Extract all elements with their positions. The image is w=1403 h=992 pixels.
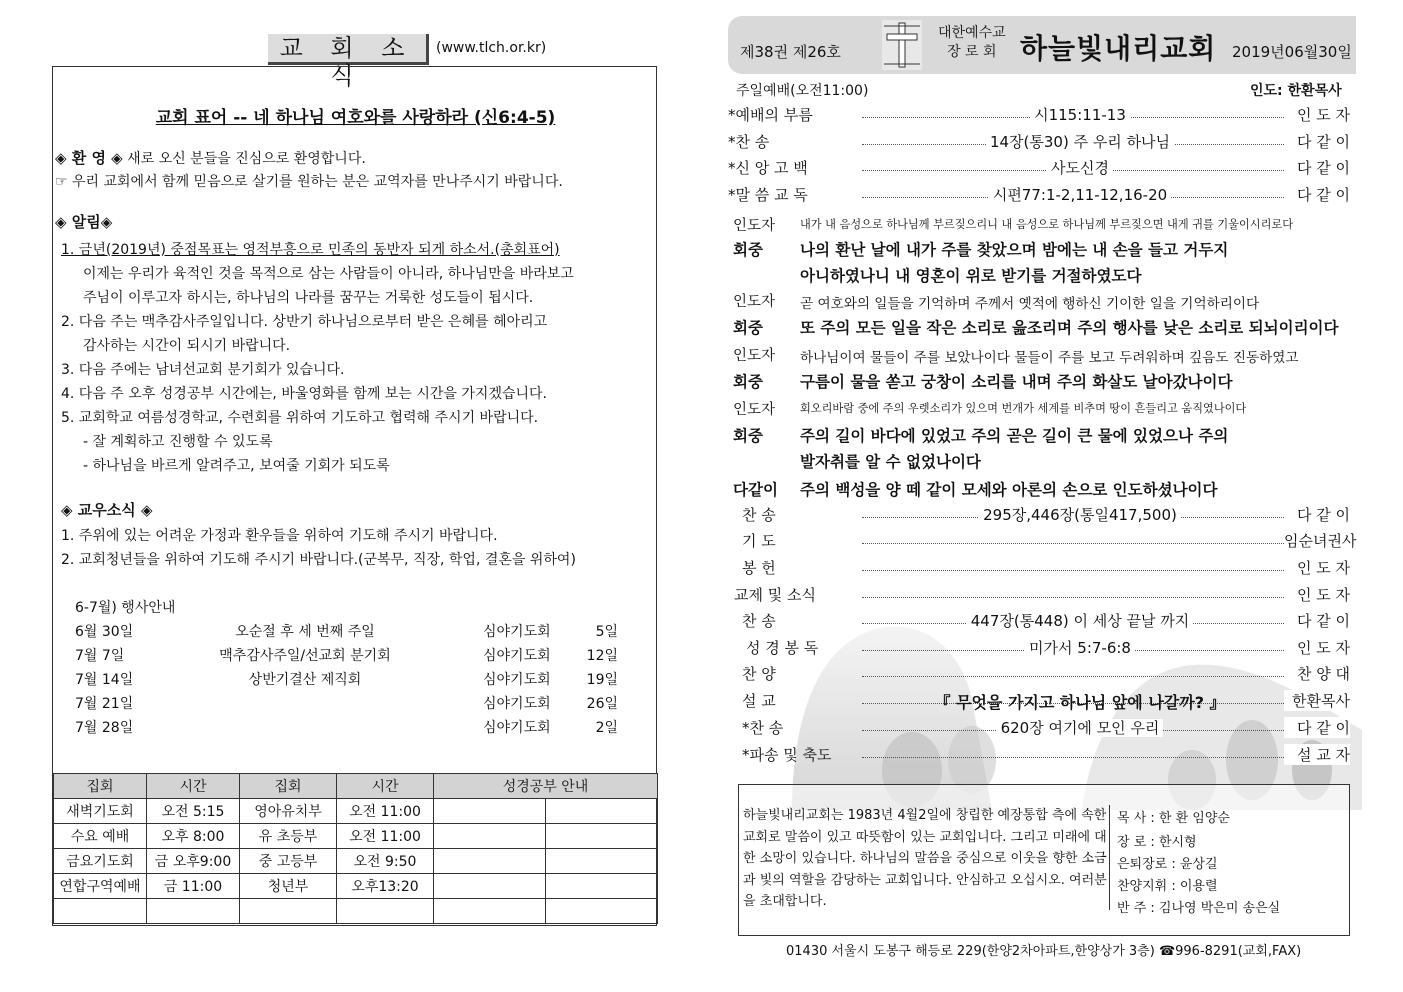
notice-heading: ◈ 알림◈ bbox=[55, 213, 113, 231]
order-dots bbox=[862, 597, 1286, 598]
order-who: 임순녀권사 bbox=[1284, 532, 1357, 550]
table-cell: 중 고등부 bbox=[240, 849, 337, 874]
church-motto: 교회 표어 -- 네 하나님 여호와를 사랑하라 (신6:4-5) bbox=[155, 108, 556, 128]
bulletin-date: 2019년06월30일 bbox=[1232, 43, 1352, 61]
order-content-text: 620장 여기에 모인 우리 bbox=[997, 719, 1164, 737]
order-item: 봉 헌 bbox=[742, 559, 776, 577]
schedule-day: 5일 bbox=[595, 624, 618, 640]
order-content bbox=[870, 504, 1290, 525]
order-who: 다 같 이 bbox=[1284, 610, 1350, 631]
study-cell-empty bbox=[545, 824, 657, 849]
website-url[interactable]: (www.tlch.or.kr) bbox=[436, 40, 547, 56]
order-item: *찬 송 bbox=[728, 132, 770, 151]
order-item: *말 씀 교 독 bbox=[728, 186, 808, 205]
study-cell-empty bbox=[434, 899, 546, 924]
denomination-line: 장 로 회 bbox=[947, 44, 997, 60]
schedule-event: 상반기결산 제직회 bbox=[248, 672, 362, 688]
order-item: *신 앙 고 백 bbox=[728, 159, 808, 178]
staff-line: 반 주 : 김나영 박은미 송은실 bbox=[1117, 901, 1281, 916]
responsive-text: 곧 여호와의 일들을 기억하며 주께서 옛적에 행하신 기이한 일을 기억하리이다 bbox=[800, 296, 1260, 312]
table-cell: 오전 9:50 bbox=[337, 849, 434, 874]
table-cell: 금요기도회 bbox=[54, 849, 147, 874]
order-item: 성 경 봉 독 bbox=[746, 639, 819, 657]
schedule-date: 7월 7일 bbox=[75, 648, 125, 664]
schedule-prayer: 심야기도회 bbox=[483, 720, 551, 736]
welcome-note: ☞ 우리 교회에서 함께 믿음으로 살기를 원하는 분은 교역자를 만나주시기 바랍니다. bbox=[55, 174, 563, 190]
order-who: 다 같 이 bbox=[1284, 157, 1350, 178]
order-content-text: 295장,446장(통일417,500) bbox=[979, 506, 1181, 524]
ministry-item: 1. 주위에 있는 어려운 가정과 환우들을 위하여 기도해 주시기 바랍니다. bbox=[61, 528, 498, 544]
order-item: 찬 송 bbox=[742, 612, 776, 630]
table-cell: 금 11:00 bbox=[147, 874, 240, 899]
order-content bbox=[870, 131, 1290, 152]
table-row bbox=[54, 799, 658, 824]
study-cell-empty bbox=[434, 874, 546, 899]
responsive-text: 나의 환난 날에 내가 주를 찾았으며 밤에는 내 손을 들고 거두지 bbox=[800, 241, 1229, 259]
study-cell-empty bbox=[434, 849, 546, 874]
order-who: 인 도 자 bbox=[1284, 104, 1350, 125]
responsive-role: 인도자 bbox=[733, 218, 776, 234]
order-who: 다 같 이 bbox=[1284, 717, 1350, 738]
order-item: 교제 및 소식 bbox=[734, 586, 816, 604]
order-item: *예배의 부름 bbox=[728, 106, 813, 124]
order-dots bbox=[862, 757, 1286, 758]
responsive-text: 또 주의 모든 일을 작은 소리로 읊조리며 주의 행사를 낮은 소리로 되뇌이리이다 bbox=[800, 319, 1339, 337]
table-cell bbox=[240, 899, 337, 924]
table-row bbox=[54, 874, 658, 899]
order-dots bbox=[862, 676, 1286, 677]
notice-item: 2. 다음 주는 맥추감사주일입니다. 상반기 하나님으로부터 받은 은혜를 헤아리고 bbox=[61, 314, 548, 330]
schedule-day: 2일 bbox=[595, 720, 618, 736]
order-who: 한환목사 bbox=[1284, 690, 1350, 711]
order-content-text: 『 무엇을 가지고 하나님 앞에 나갈까? 』 bbox=[934, 693, 1226, 712]
order-who: 인 도 자 bbox=[1284, 557, 1350, 578]
responsive-role: 회중 bbox=[733, 373, 763, 391]
notice-item: 4. 다음 주 오후 성경공부 시간에는, 바울영화를 함께 보는 시간을 가지겠습니다. bbox=[61, 386, 548, 402]
church-name: 하늘빛내리교회 bbox=[1020, 32, 1217, 65]
order-item: *파송 및 축도 bbox=[742, 746, 832, 764]
order-content-text: 447장(통448) 이 세상 끝날 까지 bbox=[967, 612, 1193, 630]
study-cell-empty bbox=[434, 799, 546, 824]
table-cell: 연합구역예배 bbox=[54, 874, 147, 899]
table-cell: 오후 8:00 bbox=[147, 824, 240, 849]
info-divider bbox=[1109, 805, 1110, 910]
responsive-role: 인도자 bbox=[733, 348, 776, 364]
order-content-text: 미가서 5:7-6:8 bbox=[1025, 639, 1135, 657]
responsive-text: 아니하였나니 내 영혼이 위로 받기를 거절하였도다 bbox=[800, 267, 1142, 285]
order-content bbox=[870, 717, 1290, 738]
table-header: 성경공부 안내 bbox=[434, 774, 658, 799]
table-header-row bbox=[54, 774, 658, 799]
order-who: 다 같 이 bbox=[1284, 504, 1350, 525]
notice-item: 주님이 이루고자 하시는, 하나님의 나라를 꿈꾸는 거룩한 성도들이 됩시다. bbox=[83, 290, 534, 306]
cross-logo-icon bbox=[882, 20, 922, 70]
study-cell-empty bbox=[545, 799, 657, 824]
staff-line: 은퇴장로 : 윤상길 bbox=[1117, 857, 1218, 872]
table-cell: 영아유치부 bbox=[240, 799, 337, 824]
notice-item: - 잘 계획하고 진행할 수 있도록 bbox=[83, 434, 273, 450]
service-table bbox=[53, 773, 658, 924]
order-content bbox=[870, 184, 1290, 205]
schedule-prayer: 심야기도회 bbox=[483, 696, 551, 712]
responsive-role: 회중 bbox=[733, 319, 763, 337]
church-intro: 하늘빛내리교회는 1983년 4월2일에 창립한 예장통합 측에 속한 교회로 말씀이 있고 따뜻함이 있는 교회입니다. 그리고 미래에 대한 소망이 있습니다. 하나님의 말씀을 중심으로 이웃을 향한 소금과 빛의 역할을 감당하는 교회입니다. 안심하고 오십시오. 여러분을 초대합니다. bbox=[743, 808, 1107, 909]
staff-line: 목 사 : 한 환 임양순 bbox=[1117, 811, 1230, 826]
service-leader: 인도: 한환목사 bbox=[1250, 83, 1342, 99]
table-cell: 수요 예배 bbox=[54, 824, 147, 849]
order-content bbox=[870, 157, 1290, 178]
responsive-role: 다같이 bbox=[733, 481, 778, 499]
table-cell: 청년부 bbox=[240, 874, 337, 899]
schedule-day: 19일 bbox=[586, 672, 618, 688]
table-cell: 금 오후9:00 bbox=[147, 849, 240, 874]
responsive-text: 하나님이여 물들이 주를 보았나이다 물들이 주를 보고 두려워하며 깊음도 진동하였고 bbox=[800, 350, 1299, 366]
schedule-date: 6월 30일 bbox=[75, 624, 134, 640]
welcome-section bbox=[55, 147, 366, 168]
order-dots bbox=[862, 543, 1286, 544]
denomination-line: 대한예수교 bbox=[938, 25, 1006, 41]
table-header: 시간 bbox=[147, 774, 240, 799]
order-who: 인 도 자 bbox=[1284, 637, 1350, 658]
order-who: 찬 양 대 bbox=[1284, 663, 1350, 684]
notice-item: 이제는 우리가 육적인 것을 목적으로 삼는 사람들이 아니라, 하나님만을 바라보고 bbox=[83, 266, 574, 282]
schedule-day: 12일 bbox=[586, 648, 618, 664]
ministry-heading: ◈ 교우소식 ◈ bbox=[61, 501, 153, 519]
welcome-heading: ◈ 환 영 ◈ bbox=[55, 149, 123, 167]
order-item: 찬 송 bbox=[742, 506, 776, 524]
responsive-role: 인도자 bbox=[733, 402, 776, 418]
table-row bbox=[54, 849, 658, 874]
order-who: 다 같 이 bbox=[1284, 184, 1350, 205]
table-header: 집회 bbox=[54, 774, 147, 799]
volume-number: 제38권 제26호 bbox=[740, 43, 841, 61]
news-title: 교 회 소 식 bbox=[268, 34, 429, 65]
welcome-text: 새로 오신 분들을 진심으로 환영합니다. bbox=[127, 151, 366, 167]
table-row bbox=[54, 899, 658, 924]
schedule-date: 7월 21일 bbox=[75, 696, 134, 712]
order-item: 찬 양 bbox=[742, 665, 776, 683]
responsive-role: 인도자 bbox=[733, 294, 776, 310]
ministry-item: 2. 교회청년들을 위하여 기도해 주시기 바랍니다.(군복무, 직장, 학업, 결혼을 위하여) bbox=[61, 552, 576, 568]
schedule-event: 오순절 후 세 번째 주일 bbox=[235, 624, 375, 640]
responsive-text: 주의 길이 바다에 있었고 주의 곧은 길이 큰 물에 있었으나 주의 bbox=[800, 427, 1229, 445]
responsive-text: 발자취를 알 수 없었나이다 bbox=[800, 453, 981, 471]
order-content bbox=[870, 637, 1290, 658]
church-address: 01430 서울시 도봉구 해등로 229(한양2차아파트,한양상가 3층) ☎996-8291(교회,FAX) bbox=[786, 944, 1302, 959]
staff-line: 장 로 : 한시형 bbox=[1117, 835, 1197, 850]
study-cell-empty bbox=[545, 899, 657, 924]
schedule-event: 맥추감사주일/선교회 분기회 bbox=[219, 648, 391, 664]
schedule-date: 7월 28일 bbox=[75, 720, 134, 736]
study-cell-empty bbox=[545, 849, 657, 874]
table-cell: 오전 5:15 bbox=[147, 799, 240, 824]
schedule-prayer: 심야기도회 bbox=[483, 672, 551, 688]
schedule-day: 26일 bbox=[586, 696, 618, 712]
order-item: *찬 송 bbox=[742, 719, 784, 737]
table-cell bbox=[147, 899, 240, 924]
table-cell: 오전 11:00 bbox=[337, 799, 434, 824]
order-content bbox=[870, 104, 1290, 125]
order-content-text: 시115:11-13 bbox=[1030, 106, 1130, 124]
notice-item: 1. 금년(2019년) 중점목표는 영적부흥으로 민족의 동반자 되게 하소서.(총회표어) bbox=[61, 242, 560, 258]
schedule-title: 6-7월) 행사안내 bbox=[75, 600, 176, 616]
order-item: 설 교 bbox=[742, 692, 776, 710]
notice-item: 감사하는 시간이 되시기 바랍니다. bbox=[83, 338, 291, 354]
schedule-prayer: 심야기도회 bbox=[483, 624, 551, 640]
news-box bbox=[52, 66, 657, 926]
table-cell: 새벽기도회 bbox=[54, 799, 147, 824]
responsive-text: 회오리바람 중에 주의 우렛소리가 있으며 번개가 세계를 비추며 땅이 흔들리고 움직였나이다 bbox=[800, 402, 1247, 415]
study-cell-empty bbox=[545, 874, 657, 899]
order-item: 기 도 bbox=[742, 532, 776, 550]
order-who: 인 도 자 bbox=[1284, 584, 1350, 605]
order-content bbox=[870, 690, 1290, 713]
order-content bbox=[870, 610, 1290, 631]
order-who: 다 같 이 bbox=[1284, 131, 1350, 152]
table-row bbox=[54, 824, 658, 849]
order-content-text: 사도신경 bbox=[1047, 159, 1113, 177]
church-info-box bbox=[738, 784, 1350, 936]
schedule-prayer: 심야기도회 bbox=[483, 648, 551, 664]
responsive-text: 주의 백성을 양 떼 같이 모세와 아론의 손으로 인도하셨나이다 bbox=[800, 481, 1218, 499]
study-cell-empty bbox=[434, 824, 546, 849]
service-time: 주일예배(오전11:00) bbox=[736, 83, 869, 99]
table-header: 시간 bbox=[337, 774, 434, 799]
responsive-role: 회중 bbox=[733, 427, 763, 445]
table-cell: 오후13:20 bbox=[337, 874, 434, 899]
denomination bbox=[938, 24, 1006, 62]
responsive-role: 회중 bbox=[733, 241, 763, 259]
order-dots bbox=[862, 570, 1286, 571]
schedule-date: 7월 14일 bbox=[75, 672, 134, 688]
order-who: 설 교 자 bbox=[1284, 744, 1350, 765]
responsive-text: 구름이 물을 쏟고 궁창이 소리를 내며 주의 화살도 날아갔나이다 bbox=[800, 373, 1233, 391]
notice-item: 3. 다음 주에는 남녀선교회 분기회가 있습니다. bbox=[61, 362, 345, 378]
responsive-text: 내가 내 음성으로 하나님께 부르짖으리니 내 음성으로 하나님께 부르짖으면 내게 귀를 기울이시리로다 bbox=[800, 218, 1294, 231]
staff-line: 찬양지휘 : 이용렬 bbox=[1117, 879, 1218, 894]
table-cell bbox=[337, 899, 434, 924]
table-cell bbox=[54, 899, 147, 924]
notice-item: 5. 교회학교 여름성경학교, 수련회를 위하여 기도하고 협력해 주시기 바랍니다. bbox=[61, 410, 539, 426]
table-cell: 오전 11:00 bbox=[337, 824, 434, 849]
notice-item: - 하나님을 바르게 알려주고, 보여줄 기회가 되도록 bbox=[83, 458, 390, 474]
order-content-text: 14장(통30) 주 우리 하나님 bbox=[986, 133, 1174, 151]
table-cell: 유 초등부 bbox=[240, 824, 337, 849]
table-header: 집회 bbox=[240, 774, 337, 799]
order-content-text: 시편77:1-2,11-12,16-20 bbox=[989, 186, 1171, 204]
